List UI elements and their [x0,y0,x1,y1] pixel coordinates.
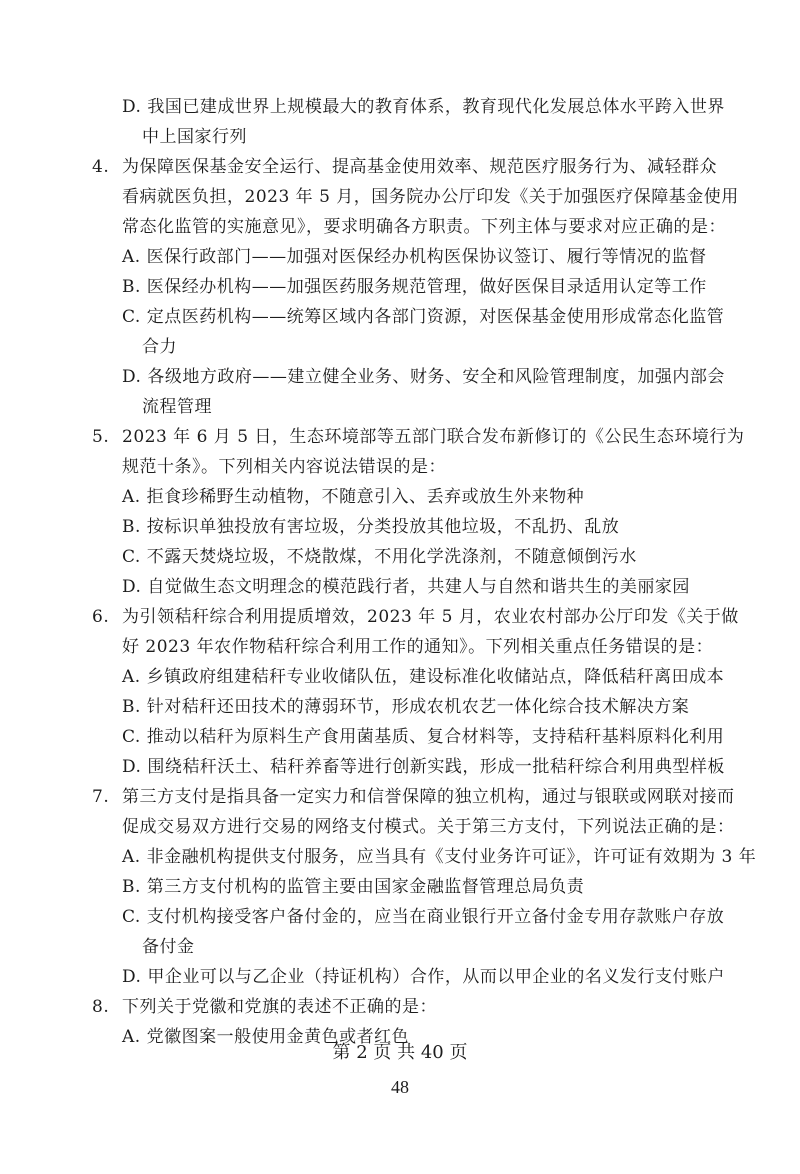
question-stem-line: 下列关于党徽和党旗的表述不正确的是： [122,997,437,1017]
option-continuation: 合力 [142,337,177,357]
option-d: D. 自觉做生态文明理念的模范践行者，共建人与自然和谐共生的美丽家园 [122,577,690,597]
option-line: D. 我国已建成世界上规模最大的教育体系，教育现代化发展总体水平跨入世界 [122,97,725,117]
question-stem-line: 第三方支付是指具备一定实力和信誉保障的独立机构，通过与银联或网联对接而 [122,787,735,807]
question-content [92,92,757,1052]
option-d: D. 围绕秸秆沃土、秸秆养畜等进行创新实践，形成一批秸秆综合利用典型样板 [122,757,725,777]
question-4 [92,152,739,242]
question-stem-line: 2023 年 6 月 5 日，生态环境部等五部门联合发布新修订的《公民生态环境行为 [122,427,745,447]
question-3-option-d [92,92,732,152]
question-number: 6. [92,607,110,627]
question-stem-line: 为保障医保基金安全运行、提高基金使用效率、规范医疗服务行为、减轻群众 [122,157,717,177]
page-label: 第 2 页 共 40 页 [332,1042,468,1063]
page-number: 48 [391,1077,409,1097]
option-continuation: 流程管理 [142,397,212,417]
option-c: C. 支付机构接受客户备付金的，应当在商业银行开立备付金专用存款账户存放 [122,907,725,927]
question-number: 4. [92,157,110,177]
question-stem-line: 促成交易双方进行交易的网络支付模式。关于第三方支付，下列说法正确的是： [122,817,735,837]
question-stem-line: 规范十条》。下列相关内容说法错误的是： [122,457,446,477]
option-a: A. 拒食珍稀野生动植物，不随意引入、丢弃或放生外来物种 [122,487,585,507]
option-b: B. 医保经办机构——加强医药服务规范管理，做好医保目录适用认定等工作 [122,277,707,297]
option-d: D. 各级地方政府——建立健全业务、财务、安全和风险管理制度，加强内部会 [122,367,725,387]
question-7 [92,782,735,842]
option-continuation: 备付金 [142,937,195,957]
option-c: C. 定点医药机构——统筹区域内各部门资源，对医保基金使用形成常态化监管 [122,307,725,327]
question-number: 8. [92,997,110,1017]
option-a: A. 非金融机构提供支付服务，应当具有《支付业务许可证》，许可证有效期为 3 年 [122,847,757,867]
question-5 [92,422,745,482]
question-number: 7. [92,787,110,807]
question-stem-line: 常态化监管的实施意见》，要求明确各方职责。下列主体与要求对应正确的是： [122,217,726,237]
question-stem-line: 看病就医负担，2023 年 5 月，国务院办公厅印发《关于加强医疗保障基金使用 [122,187,739,207]
option-c: C. 推动以秸秆为原料生产食用菌基质、复合材料等，支持秸秆基料原料化利用 [122,727,725,747]
option-a: A. 医保行政部门——加强对医保经办机构医保协议签订、履行等情况的监督 [122,247,707,267]
option-b: B. 针对秸秆还田技术的薄弱环节，形成农机农艺一体化综合技术解决方案 [122,697,690,717]
option-d: D. 甲企业可以与乙企业（持证机构）合作，从而以甲企业的名义发行支付账户 [122,967,725,987]
question-8 [92,992,732,1022]
option-b: B. 第三方支付机构的监管主要由国家金融监督管理总局负责 [122,877,585,897]
question-stem-line: 为引领秸秆综合利用提质增效，2023 年 5 月，农业农村部办公厅印发《关于做 [122,607,739,627]
option-c: C. 不露天焚烧垃圾，不烧散煤，不用化学洗涤剂，不随意倾倒污水 [122,547,637,567]
option-a: A. 党徽图案一般使用金黄色或者红色 [122,1027,410,1047]
option-a: A. 乡镇政府组建秸秆专业收储队伍，建设标准化收储站点，降低秸秆离田成本 [122,667,725,687]
option-b: B. 按标识单独投放有害垃圾，分类投放其他垃圾，不乱扔、乱放 [122,517,620,537]
option-continuation: 中上国家行列 [142,127,247,147]
question-6 [92,602,739,662]
question-stem-line: 好 2023 年农作物秸秆综合利用工作的通知》。下列相关重点任务错误的是： [122,637,714,657]
question-number: 5. [92,427,110,447]
